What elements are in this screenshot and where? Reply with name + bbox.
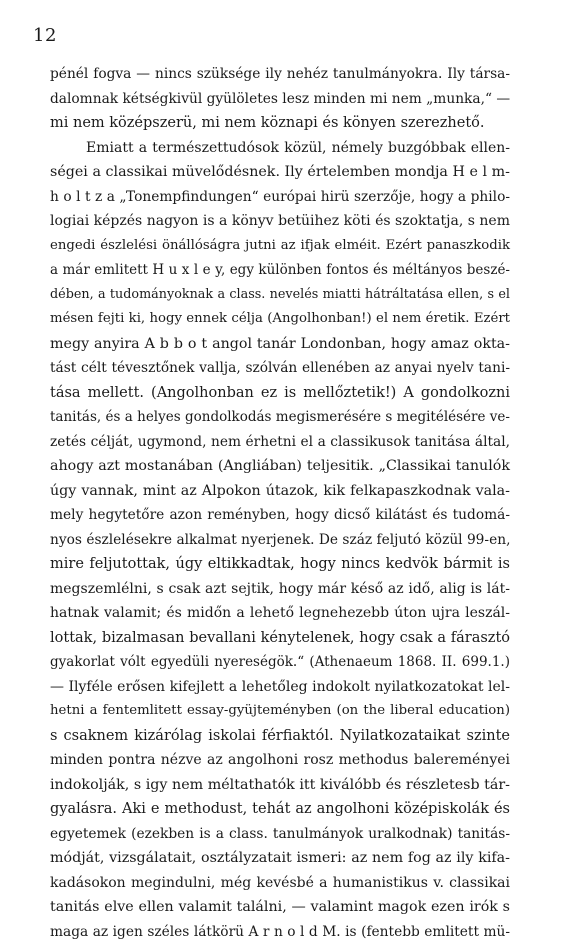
text-line: tanitás, és a helyes gondolkodás megismerésére s megitélésére ve-	[50, 405, 510, 430]
text-line: dében, a tudományoknak a class. nevelés miatti hátráltatása ellen, s el	[50, 283, 510, 308]
page-number: 12	[33, 26, 57, 46]
text-line: logiai képzés nagyon is a könyv betüihez köti és szoktatja, s nem	[50, 209, 510, 234]
text-line: hatnak valamit; és midőn a lehető legnehezebb úton ujra leszál-	[50, 601, 510, 626]
text-line: tása mellett. (Angolhonban ez is mellőztetik!) A gondolkozni	[50, 381, 510, 406]
text-line: dalomnak kétségkivül gyülöletes lesz minden mi nem „munka,“ —	[50, 87, 510, 112]
text-line: h o l t z a „Tonempfindungen“ európai hirü szerzője, hogy a philo-	[50, 185, 510, 210]
text-line: nyos észlelésekre alkalmat nyerjenek. De száz feljutó közül 99-en,	[50, 528, 510, 553]
text-line: — Ilyféle erősen kifejlett a lehetőleg indokolt nyilatkozatokat lel-	[50, 675, 510, 700]
text-line: lottak, bizalmasan bevallani kénytelenek, hogy csak a fárasztó	[50, 626, 510, 651]
text-line: mire feljutottak, úgy eltikkadtak, hogy nincs kedvök bármit is	[50, 552, 510, 577]
text-line: megy anyira A b b o t angol tanár Londonban, hogy amaz okta-	[50, 332, 510, 357]
text-line: pénél fogva — nincs szüksége ily nehéz tanulmányokra. Ily társa-	[50, 62, 510, 87]
text-line: tanitás elve ellen valamit találni, — valamint magok ezen irók s	[50, 895, 510, 920]
text-line: gyakorlat vólt egyedüli nyereségök.“ (Athenaeum 1868. II. 699.1.)	[50, 650, 510, 675]
text-line: mésen fejti ki, hogy ennek célja (Angolhonban!) el nem éretik. Ezért	[50, 307, 510, 332]
text-line: s csaknem kizárólag iskolai férfiaktól. Nyilatkozataikat szinte	[50, 724, 510, 749]
text-line: tást célt tévesztőnek vallja, szólván ellenében az anyai nyelv tani-	[50, 356, 510, 381]
text-line: hetni a fentemlitett essay-gyüjteményben (on the liberal education)	[50, 699, 510, 724]
text-line: ahogy azt mostanában (Angliában) teljesitik. „Classikai tanulók	[50, 454, 510, 479]
text-line: módját, vizsgálatait, osztályzatait ismeri: az nem fog az ily kifa-	[50, 846, 510, 871]
text-line: minden pontra nézve az angolhoni rosz methodus balereményei	[50, 748, 510, 773]
text-line: zetés célját, ugymond, nem érhetni el a classikusok tanitása által,	[50, 430, 510, 455]
text-line: mi nem középszerü, mi nem köznapi és könyen szerezhető.	[50, 111, 510, 136]
text-line: maga az igen széles látkörü A r n o l d M. is (fentebb emlitett mü-	[50, 920, 510, 944]
text-line: kadásokon megindulni, még kevésbé a humanistikus v. classikai	[50, 871, 510, 896]
text-line: ségei a classikai müvelődésnek. Ily értelemben mondja H e l m-	[50, 160, 510, 185]
text-line: engedi észlelési önállóságra jutni az ifjak elméit. Ezért panaszkodik	[50, 234, 510, 259]
text-line: indokolják, s igy nem méltathatók itt kiválóbb és részletesb tár-	[50, 773, 510, 798]
text-line: Emiatt a természettudósok közül, némely buzgóbbak ellen-	[50, 136, 510, 161]
text-line: a már emlitett H u x l e y, egy különben fontos és méltányos beszé-	[50, 258, 510, 283]
text-line: megszemlélni, s csak azt sejtik, hogy már késő az idő, alig is lát-	[50, 577, 510, 602]
text-line: úgy vannak, mint az Alpokon útazok, kik felkapaszkodnak vala-	[50, 479, 510, 504]
body-text	[50, 62, 510, 944]
text-line: mely hegytetőre azon reményben, hogy dicső kilátást és tudomá-	[50, 503, 510, 528]
text-line: gyalásra. Aki e methodust, tehát az angolhoni középiskolák és	[50, 797, 510, 822]
text-line: egyetemek (ezekben is a class. tanulmányok uralkodnak) tanitás-	[50, 822, 510, 847]
